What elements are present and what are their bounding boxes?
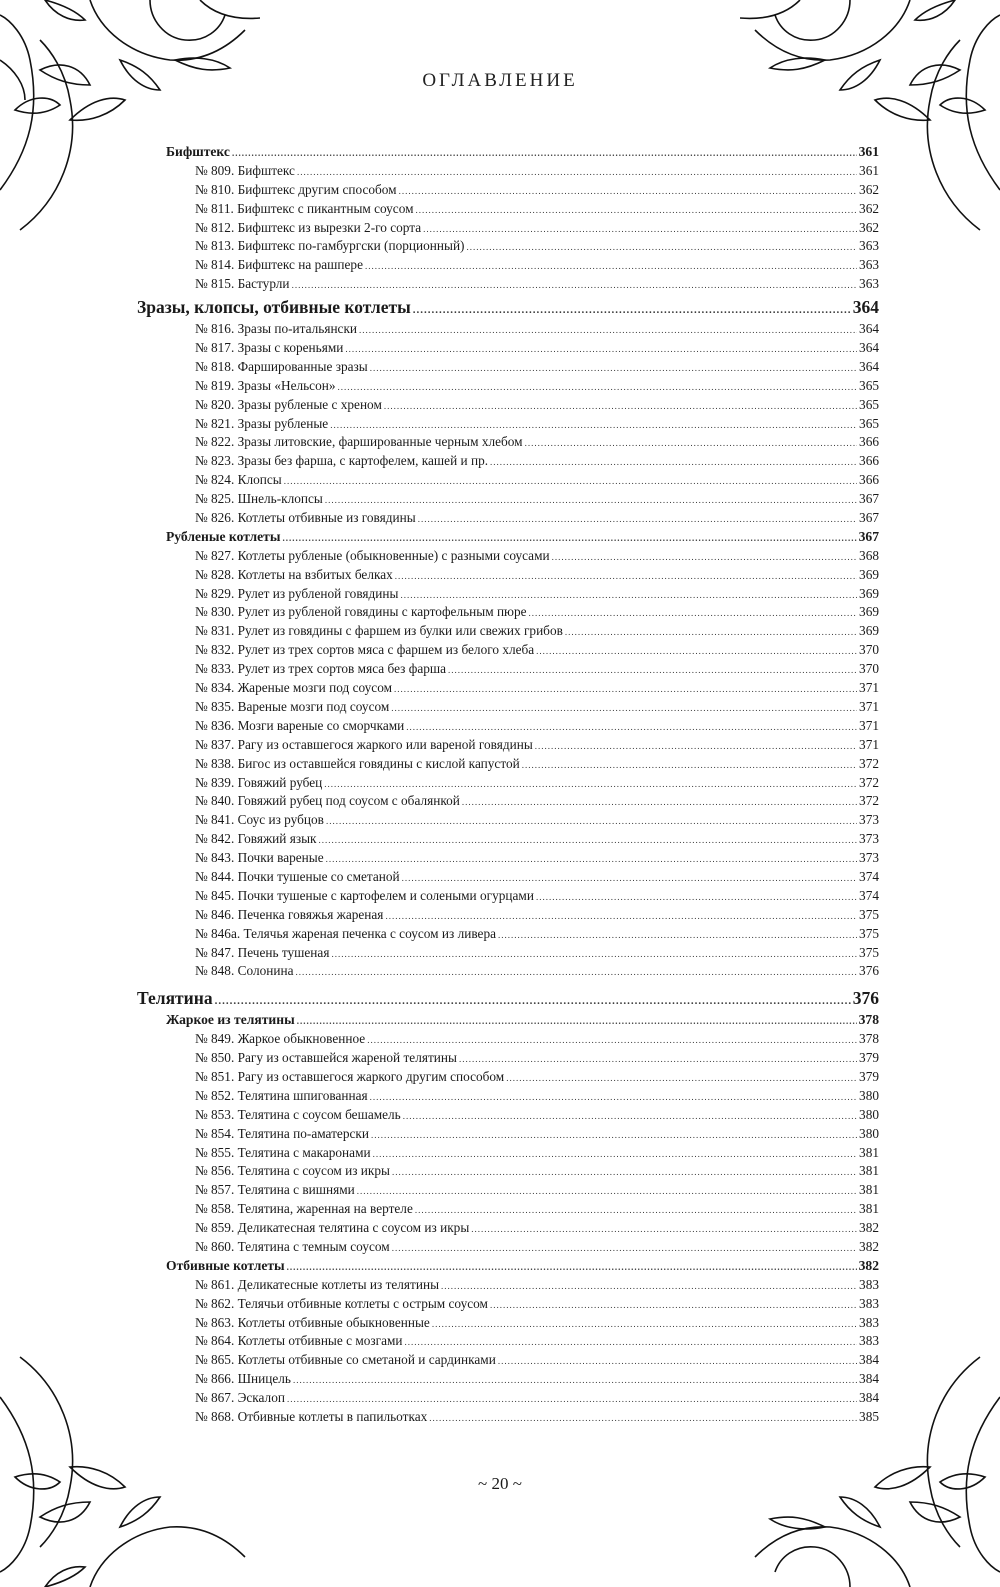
dot-leader (506, 1069, 857, 1088)
toc-recipe-entry[interactable] (137, 162, 879, 181)
toc-entry-title: Рубленые котлеты (166, 528, 281, 544)
toc-recipe-entry[interactable] (137, 1068, 879, 1087)
toc-page-number: 372 (859, 793, 879, 809)
toc-entry-title: № 833. Рулет из трех сортов мяса без фарша (195, 661, 447, 677)
dot-leader (385, 907, 857, 926)
toc-recipe-entry[interactable] (137, 1219, 879, 1238)
dot-leader (415, 1201, 857, 1220)
toc-recipe-entry[interactable] (137, 1332, 879, 1351)
dot-leader (441, 1277, 857, 1296)
dot-leader (287, 1258, 857, 1277)
toc-page-number: 365 (859, 377, 879, 393)
toc-page-number: 372 (859, 774, 879, 790)
toc-section-entry[interactable] (137, 1011, 879, 1030)
toc-recipe-entry[interactable] (137, 237, 879, 256)
toc-page-number: 363 (859, 276, 879, 292)
dot-leader (359, 321, 857, 340)
toc-entry-title: № 840. Говяжий рубец под соусом с обалянкой (195, 793, 460, 809)
toc-entry-title: № 839. Говяжий рубец (195, 774, 323, 790)
toc-entry-title: № 846. Печенка говяжья жареная (195, 906, 384, 922)
toc-page-number: 376 (852, 988, 879, 1009)
toc-recipe-entry[interactable] (137, 1049, 879, 1068)
dot-leader (416, 201, 858, 220)
toc-page-number: 382 (858, 1257, 879, 1273)
toc-recipe-entry[interactable] (137, 755, 879, 774)
toc-entry-title: № 817. Зразы с кореньями (195, 340, 344, 356)
toc-page-number: 381 (859, 1163, 879, 1179)
toc-entry-title: Зразы, клопсы, отбивные котлеты (137, 297, 411, 318)
toc-entry-title: № 853. Телятина с соусом бешамель (195, 1106, 401, 1122)
toc-recipe-entry[interactable] (137, 717, 879, 736)
toc-page-number: 380 (859, 1125, 879, 1141)
dot-leader (552, 548, 857, 567)
toc-page-number: 366 (859, 434, 879, 450)
dot-leader (394, 680, 857, 699)
toc-recipe-entry[interactable] (137, 1200, 879, 1219)
toc-entry-title: № 821. Зразы рубленые (195, 415, 329, 431)
toc-recipe-entry[interactable] (137, 181, 879, 200)
toc-recipe-entry[interactable] (137, 944, 879, 963)
toc-page-number: 366 (859, 472, 879, 488)
toc-entry-title: № 851. Рагу из оставшегося жаркого другим способом (195, 1068, 505, 1084)
toc-entry-title: № 859. Деликатесная телятина с соусом из икры (195, 1220, 470, 1236)
toc-recipe-entry[interactable] (137, 415, 879, 434)
toc-page-number: 373 (859, 850, 879, 866)
toc-recipe-entry[interactable] (137, 868, 879, 887)
toc-recipe-entry[interactable] (137, 622, 879, 641)
toc-page-number: 367 (859, 491, 879, 507)
toc-page-number: 381 (859, 1182, 879, 1198)
toc-page-number: 364 (859, 358, 879, 374)
toc-page-number: 378 (859, 1031, 879, 1047)
toc-entry-title: № 834. Жареные мозги под соусом (195, 680, 392, 696)
toc-page-number: 368 (859, 547, 879, 563)
dot-leader (400, 586, 857, 605)
dot-leader (287, 1390, 857, 1409)
dot-leader (462, 793, 857, 812)
dot-leader (324, 775, 857, 794)
toc-entry-title: № 831. Рулет из говядины с фаршем из булки или свежих грибов (195, 623, 563, 639)
toc-recipe-entry[interactable] (137, 1351, 879, 1370)
dot-leader (490, 453, 857, 472)
toc-recipe-entry[interactable] (137, 679, 879, 698)
dot-leader (418, 510, 857, 529)
dot-leader (429, 1409, 857, 1428)
dot-leader (525, 434, 857, 453)
toc-page-number: 363 (859, 257, 879, 273)
toc-entry-title: № 819. Зразы «Нельсон» (195, 377, 336, 393)
toc-page-number: 379 (859, 1068, 879, 1084)
toc-recipe-entry[interactable] (137, 811, 879, 830)
toc-entry-title: № 850. Рагу из оставшейся жареной телятины (195, 1050, 457, 1066)
toc-entry-title: № 858. Телятина, жаренная на вертеле (195, 1201, 413, 1217)
dot-leader (330, 416, 857, 435)
dot-leader (345, 340, 857, 359)
toc-recipe-entry[interactable] (137, 1408, 879, 1427)
toc-entry-title: № 848. Солонина (195, 963, 294, 979)
toc-recipe-entry[interactable] (137, 358, 879, 377)
toc-entry-title: № 829. Рулет из рубленой говядины (195, 585, 399, 601)
toc-recipe-entry[interactable] (137, 887, 879, 906)
dot-leader (522, 756, 857, 775)
toc-page-number: 367 (859, 510, 879, 526)
toc-page-number: 383 (859, 1276, 879, 1292)
toc-recipe-entry[interactable] (137, 1389, 879, 1408)
dot-leader (399, 182, 857, 201)
toc-recipe-entry[interactable] (137, 641, 879, 660)
toc-page-number: 382 (859, 1238, 879, 1254)
toc-entry-title: № 866. Шницель (195, 1371, 291, 1387)
toc-entry-title: № 826. Котлеты отбивные из говядины (195, 510, 416, 526)
toc-recipe-entry[interactable] (137, 849, 879, 868)
toc-entry-title: № 814. Бифштекс на рашпере (195, 257, 363, 273)
toc-entry-title: № 822. Зразы литовские, фаршированные черным хлебом (195, 434, 523, 450)
toc-section-entry[interactable] (137, 528, 879, 547)
toc-recipe-entry[interactable] (137, 962, 879, 981)
dot-leader (326, 812, 857, 831)
dot-leader (529, 604, 858, 623)
dot-leader (406, 718, 857, 737)
dot-leader (292, 276, 857, 295)
toc-recipe-entry[interactable] (137, 275, 879, 294)
toc-recipe-entry[interactable] (137, 566, 879, 585)
toc-page-number: 364 (852, 297, 879, 318)
toc-entry-title: № 812. Бифштекс из вырезки 2-го сорта (195, 219, 422, 235)
toc-recipe-entry[interactable] (137, 547, 879, 566)
toc-recipe-entry[interactable] (137, 774, 879, 793)
toc-entry-title: № 828. Котлеты на взбитых белках (195, 566, 393, 582)
toc-recipe-entry[interactable] (137, 471, 879, 490)
toc-recipe-entry[interactable] (137, 925, 879, 944)
dot-leader (282, 529, 856, 548)
dot-leader (490, 1296, 857, 1315)
toc-entry-title: № 844. Почки тушеные со сметаной (195, 868, 400, 884)
toc-recipe-entry[interactable] (137, 906, 879, 925)
toc-entry-title: № 861. Деликатесные котлеты из телятины (195, 1276, 440, 1292)
dot-leader (423, 220, 857, 239)
toc-recipe-entry[interactable] (137, 1295, 879, 1314)
toc-page-number: 364 (859, 321, 879, 337)
dot-leader (215, 988, 851, 1014)
toc-recipe-entry[interactable] (137, 1125, 879, 1144)
toc-page-number: 369 (859, 566, 879, 582)
toc-entry-title: № 824. Клопсы (195, 472, 282, 488)
dot-leader (535, 737, 857, 756)
toc-recipe-entry[interactable] (137, 377, 879, 396)
dot-leader (395, 567, 857, 586)
toc-page-number: 371 (859, 680, 879, 696)
toc-entry-title: № 825. Шнель-клопсы (195, 491, 323, 507)
dot-leader (405, 1333, 858, 1352)
toc-entry-title: Отбивные котлеты (166, 1257, 285, 1273)
toc-entry-title: № 809. Бифштекс (195, 162, 295, 178)
toc-page-number: 385 (859, 1409, 879, 1424)
toc-page-number: 365 (859, 415, 879, 431)
page-title: ОГЛАВЛЕНИЕ (422, 70, 578, 91)
toc-recipe-entry[interactable] (137, 256, 879, 275)
dot-leader (357, 1182, 857, 1201)
toc-entry-title: № 823. Зразы без фарша, с картофелем, кашей и пр. (195, 453, 489, 469)
toc-entry-title: № 837. Рагу из оставшегося жаркого или вареной говядины (195, 736, 533, 752)
toc-page-number: 361 (858, 144, 879, 159)
toc-page-number: 374 (859, 868, 879, 884)
toc-recipe-entry[interactable] (137, 396, 879, 415)
toc-chapter-entry[interactable] (137, 294, 879, 320)
toc-page-number: 380 (859, 1087, 879, 1103)
toc-page-number: 365 (859, 396, 879, 412)
toc-recipe-entry[interactable] (137, 792, 879, 811)
dot-leader (392, 1163, 857, 1182)
dot-leader (295, 963, 857, 982)
toc-page-number: 373 (859, 812, 879, 828)
toc-recipe-entry[interactable] (137, 660, 879, 679)
dot-leader (384, 397, 857, 416)
dot-leader (403, 1107, 857, 1126)
toc-entry-title: № 818. Фаршированные зразы (195, 358, 368, 374)
toc-entry-title: Телятина (137, 988, 213, 1009)
toc-page-number: 381 (859, 1144, 879, 1160)
toc-entry-title: № 830. Рулет из рубленой говядины с картофельным пюре (195, 604, 527, 620)
toc-recipe-entry[interactable] (137, 603, 879, 622)
toc-page-number: 369 (859, 623, 879, 639)
toc-recipe-entry[interactable] (137, 1238, 879, 1257)
toc-entry-title: № 849. Жаркое обыкновенное (195, 1031, 366, 1047)
toc-page-number: 384 (859, 1352, 879, 1368)
toc-page-number: 367 (858, 528, 879, 544)
dot-leader (498, 1352, 857, 1371)
toc-entry-title: № 827. Котлеты рубленые (обыкновенные) с разными соусами (195, 547, 550, 563)
toc-entry-title: № 810. Бифштекс другим способом (195, 181, 397, 197)
toc-page-number: 383 (859, 1314, 879, 1330)
toc-entry-title: № 846а. Телячья жареная печенка с соусом из ливера (195, 925, 496, 941)
toc-page-number: 371 (859, 717, 879, 733)
dot-leader (297, 163, 857, 182)
dot-leader (319, 831, 858, 850)
toc-page-number: 376 (859, 963, 879, 979)
toc-page-number: 363 (859, 238, 879, 254)
toc-page-number: 380 (859, 1106, 879, 1122)
toc-recipe-entry[interactable] (137, 698, 879, 717)
toc-recipe-entry[interactable] (137, 830, 879, 849)
toc-entry-title: № 820. Зразы рубленые с хреном (195, 396, 382, 412)
toc-entry-title: № 854. Телятина по-аматерски (195, 1125, 369, 1141)
toc-entry-title: Бифштекс (166, 144, 230, 159)
toc-chapter-entry[interactable] (137, 985, 879, 1011)
dot-leader (371, 1126, 857, 1145)
toc-entry-title: № 836. Мозги вареные со сморчками (195, 717, 405, 733)
toc-recipe-entry[interactable] (137, 1144, 879, 1163)
toc-page-number: 375 (859, 906, 879, 922)
toc-page-number: 375 (859, 944, 879, 960)
dot-leader (536, 888, 857, 907)
toc-recipe-entry[interactable] (137, 200, 879, 219)
toc-page-number: 378 (858, 1012, 879, 1028)
toc-entry-title: № 864. Котлеты отбивные с мозгами (195, 1333, 403, 1349)
dot-leader (459, 1050, 857, 1069)
dot-leader (565, 623, 857, 642)
toc-section-entry[interactable] (137, 1257, 879, 1276)
toc-page-number: 384 (859, 1371, 879, 1387)
toc-page-number: 383 (859, 1295, 879, 1311)
toc-recipe-entry[interactable] (137, 339, 879, 358)
toc-entry-title: № 847. Печень тушеная (195, 944, 330, 960)
toc-entry-title: № 813. Бифштекс по-гамбургски (порционный) (195, 238, 465, 254)
toc-page-number: 379 (859, 1050, 879, 1066)
dot-leader (293, 1371, 857, 1390)
toc-entry-title: № 868. Отбивные котлеты в папильотках (195, 1409, 428, 1424)
dot-leader (367, 1031, 857, 1050)
toc-recipe-entry[interactable] (137, 1276, 879, 1295)
dot-leader (392, 1239, 857, 1258)
page-number: ~ 20 ~ (478, 1474, 522, 1493)
dot-leader (326, 850, 857, 869)
dot-leader (466, 238, 857, 257)
toc-page-number: 369 (859, 604, 879, 620)
toc-page-number: 372 (859, 755, 879, 771)
dot-leader (370, 359, 857, 378)
dot-leader (373, 1145, 857, 1164)
dot-leader (471, 1220, 857, 1239)
dot-leader (232, 144, 857, 163)
toc-recipe-entry[interactable] (137, 1162, 879, 1181)
toc-page-number: 366 (859, 453, 879, 469)
toc-page-number: 374 (859, 887, 879, 903)
dot-leader (413, 297, 851, 323)
toc-recipe-entry[interactable] (137, 736, 879, 755)
dot-leader (536, 642, 857, 661)
toc-recipe-entry[interactable] (137, 452, 879, 471)
dot-leader (432, 1315, 857, 1334)
toc-page-number: 371 (859, 736, 879, 752)
dot-leader (370, 1088, 857, 1107)
toc-entry-title: № 838. Бигос из оставшейся говядины с кислой капустой (195, 755, 520, 771)
toc-entry-title: № 862. Телячьи отбивные котлеты с острым соусом (195, 1295, 488, 1311)
toc-page-number: 384 (859, 1390, 879, 1406)
toc-entry-title: № 857. Телятина с вишнями (195, 1182, 355, 1198)
toc-recipe-entry[interactable] (137, 509, 879, 528)
toc-page-number: 373 (859, 831, 879, 847)
dot-leader (391, 699, 857, 718)
toc-recipe-entry[interactable] (137, 320, 879, 339)
table-of-contents (137, 143, 879, 1427)
toc-entry-title: Жаркое из телятины (166, 1012, 295, 1028)
toc-recipe-entry[interactable] (137, 490, 879, 509)
toc-entry-title: № 832. Рулет из трех сортов мяса с фаршем из белого хлеба (195, 642, 535, 658)
dot-leader (284, 472, 857, 491)
toc-page-number: 362 (859, 181, 879, 197)
toc-recipe-entry[interactable] (137, 1370, 879, 1389)
toc-recipe-entry[interactable] (137, 1314, 879, 1333)
toc-entry-title: № 867. Эскалоп (195, 1390, 285, 1406)
toc-entry-title: № 843. Почки вареные (195, 850, 324, 866)
toc-page-number: 369 (859, 585, 879, 601)
toc-entry-title: № 863. Котлеты отбивные обыкновенные (195, 1314, 430, 1330)
toc-page-number: 371 (859, 698, 879, 714)
dot-leader (448, 661, 857, 680)
toc-entry-title: № 855. Телятина с макаронами (195, 1144, 371, 1160)
toc-page-number: 382 (859, 1220, 879, 1236)
toc-section-entry[interactable] (137, 143, 879, 162)
toc-recipe-entry[interactable] (137, 433, 879, 452)
toc-page-number: 370 (859, 642, 879, 658)
toc-entry-title: № 816. Зразы по-итальянски (195, 321, 358, 337)
toc-page-number: 362 (859, 200, 879, 216)
dot-leader (365, 257, 857, 276)
dot-leader (498, 926, 857, 945)
toc-recipe-entry[interactable] (137, 1087, 879, 1106)
dot-leader (297, 1012, 857, 1031)
toc-page-number: 383 (859, 1333, 879, 1349)
toc-page-number: 381 (859, 1201, 879, 1217)
toc-page-number: 364 (859, 340, 879, 356)
dot-leader (325, 491, 857, 510)
toc-page-number: 361 (859, 162, 879, 178)
toc-entry-title: № 852. Телятина шпигованная (195, 1087, 368, 1103)
toc-entry-title: № 811. Бифштекс с пикантным соусом (195, 200, 414, 216)
toc-recipe-entry[interactable] (137, 1030, 879, 1049)
toc-recipe-entry[interactable] (137, 1181, 879, 1200)
toc-recipe-entry[interactable] (137, 1106, 879, 1125)
toc-entry-title: № 815. Бастурли (195, 276, 290, 292)
dot-leader (331, 945, 857, 964)
toc-entry-title: № 856. Телятина с соусом из икры (195, 1163, 390, 1179)
toc-entry-title: № 845. Почки тушеные с картофелем и солеными огурцами (195, 887, 534, 903)
toc-recipe-entry[interactable] (137, 585, 879, 604)
toc-page-number: 375 (859, 925, 879, 941)
toc-entry-title: № 835. Вареные мозги под соусом (195, 698, 390, 714)
dot-leader (402, 869, 857, 888)
toc-entry-title: № 842. Говяжий язык (195, 831, 317, 847)
toc-entry-title: № 860. Телятина с темным соусом (195, 1238, 390, 1254)
toc-entry-title: № 865. Котлеты отбивные со сметаной и сардинками (195, 1352, 496, 1368)
toc-page-number: 370 (859, 661, 879, 677)
dot-leader (338, 378, 858, 397)
toc-entry-title: № 841. Соус из рубцов (195, 812, 324, 828)
toc-recipe-entry[interactable] (137, 219, 879, 238)
toc-page-number: 362 (859, 219, 879, 235)
